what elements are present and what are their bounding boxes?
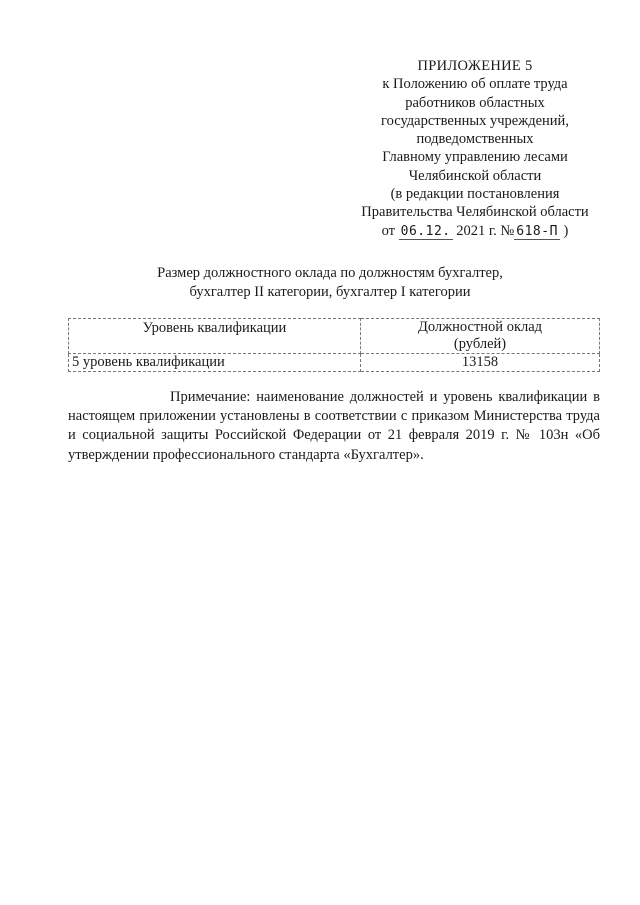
date-suffix: ) bbox=[563, 222, 569, 239]
header-line-2: работников областных bbox=[405, 94, 545, 111]
note-section bbox=[68, 388, 600, 465]
header-line-1: к Положению об оплате труда bbox=[382, 76, 568, 93]
title-line-1: Размер должностного оклада по должностям бухгалтер, bbox=[157, 265, 503, 281]
table-header-row bbox=[69, 319, 600, 354]
cell-qualification-level: 5 уровень квалификации bbox=[69, 354, 361, 372]
decree-date-line bbox=[340, 222, 610, 241]
decree-date: 06.12. bbox=[400, 223, 451, 239]
header-salary-line-2: (рублей) bbox=[453, 336, 507, 352]
header-qualification-level: Уровень квалификации bbox=[69, 319, 361, 354]
decree-number: 618-П bbox=[516, 223, 558, 239]
header-line-6: Челябинской области bbox=[408, 167, 542, 184]
appendix-number: ПРИЛОЖЕНИЕ 5 bbox=[417, 58, 533, 74]
note-text: Примечание: наименование должностей и уровень квалификации в настоящем приложении установлены в соответствии с приказом Министерства труда и социальной защиты Российской Федерации от 21 февраля 2019 г. № 103н «Об утверждении профессионального стандарта «Бухгалтер». bbox=[68, 389, 600, 463]
decree-year: 2021 г. № bbox=[456, 222, 515, 239]
salary-table bbox=[68, 318, 600, 372]
header-line-8: Правительства Челябинской области bbox=[361, 204, 589, 221]
header-line-4: подведомственных bbox=[416, 131, 534, 148]
table-row bbox=[69, 354, 600, 372]
header-line-5: Главному управлению лесами bbox=[382, 149, 568, 166]
header-salary-line-1: Должностной оклад bbox=[417, 319, 543, 335]
date-prefix: от bbox=[381, 222, 396, 239]
header-line-7: (в редакции постановления bbox=[390, 186, 560, 203]
cell-salary: 13158 bbox=[361, 354, 600, 372]
title-line-2: бухгалтер II категории, бухгалтер I категории bbox=[189, 283, 471, 300]
header-line-3: государственных учреждений, bbox=[381, 112, 569, 129]
document-title bbox=[80, 264, 580, 301]
appendix-header bbox=[340, 57, 610, 241]
header-salary bbox=[361, 319, 600, 354]
